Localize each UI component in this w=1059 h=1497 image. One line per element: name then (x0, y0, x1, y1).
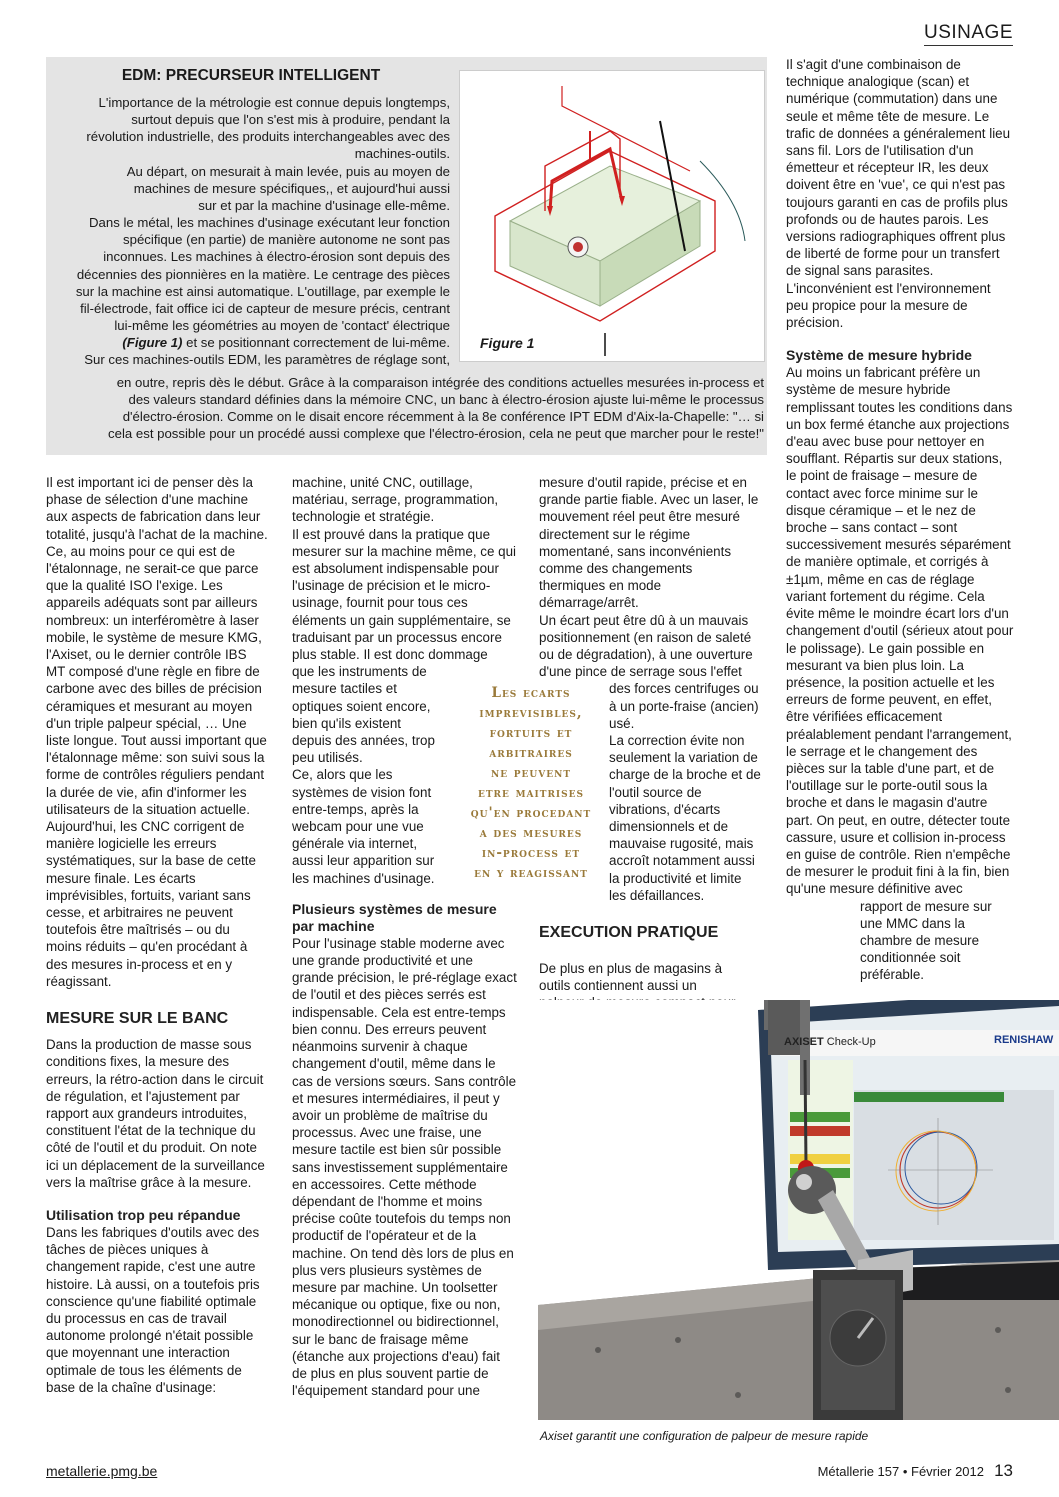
box-title: EDM: PRECURSEUR INTELLIGENT (121, 67, 381, 84)
paragraph: Pour l'usinage stable moderne avec une grande productivité et une grande précision, le pré-réglage exact de l'outil et des pièces serrés est indispensable. Cela est entre-temps bien connu. Des erreurs peuvent néanmoins survenir à chaque changement d'outil, même dans le cas de versions sœurs. Sans contrôle et mesures intermédiaires, il peut y avoir un problème de maîtrise du processus. Avec une fraise, une mesure tactile est bien sûr possible sans investissement supplémentaire en accessoires. Cette méthode dépendant de l'homme et moins précise coûte toutefois du temps non productif de l'opérateur et de la machine. On tend dès lors de plus en plus vers plusieurs systèmes de mesure par machine. Un toolsetter mécanique ou optique, fixe ou non, monodirectionnel ou bidirectionnel, sur le banc de fraisage même (étanche aux projections d'eau) fait de plus en plus souvent partie de l'équipement standard pour une (292, 935, 517, 1399)
screen-brand-text: AXISET (784, 1036, 824, 1048)
photo-graphic (538, 1000, 1059, 1420)
photo-caption: Axiset garantit une configuration de palpeur de mesure rapide (540, 1429, 869, 1443)
pull-quote-line: in-process et (481, 845, 581, 861)
screen-brand (784, 1036, 876, 1048)
pull-quote-line: etre maitrises (478, 785, 584, 801)
screen-title: Check-Up (826, 1036, 876, 1048)
box-line: fil-électrode, fait office ici de capteur de mesure précis, centrant (80, 300, 450, 316)
screen-logo: RENISHAW (994, 1034, 1054, 1046)
box-text-full (52, 374, 764, 443)
box-line: inconnues. Les machines à électro-érosion sont depuis des (103, 249, 450, 265)
paragraph: De plus en plus de magasins à outils contiennent aussi un (539, 961, 723, 994)
pull-quote-line: ne peuvent (490, 765, 572, 781)
pull-quote-line: arbitraires (489, 745, 573, 761)
photo (538, 1000, 1059, 1420)
sub-heading: Plusieurs systèmes de mesure par machine (292, 900, 497, 934)
box-line: Dans le métal, les machines d'usinage exécutant leur fonction (89, 215, 450, 231)
pull-quote-line: en y reagissant (474, 865, 588, 881)
box-line-figref (56, 334, 450, 351)
box-line: révolution industrielle, des produits interchangeables avec des (86, 129, 450, 145)
box-line: machines de mesure spécifiques,, et aujourd'hui aussi (133, 180, 450, 196)
pull-quote-line: imprevisibles, (479, 705, 583, 721)
box-line: et se positionnant correctement de lui-même. (182, 335, 450, 351)
paragraph: Au moins un fabricant préfère un système de mesure hybride remplissant toutes les conditions dans un box fermé étanche aux projections d'eau avec buse pour nettoyer en soufflant. Répartis sur deux stations, le point de fraisage – mesure de contact avec force minime sur le disque céramique – et le nez de broche – sans contact – sont successivement mesurés séparément de manière optimale, et corrigés à ±1µm, même en cas de réglage variant fortement du régime. Cela évite même le moindre écart lors d'un changement d'outil (sérieux atout pour le polissage). Le gain possible en mesurant va bien plus loin. La présence, la position actuelle et les erreurs de forme peuvent, en effet, être vérifiées efficacement préalablement pendant l'arrangement, le serrage et le changement des pièces sur la table d'une part, et de l'outillage sur le porte-outil sous la broche et dans le magasin d'autre part. On peut, en outre, détecter toute cassure, usure et collision in-process en guise de contrôle. Rien n'empêche de mesurer le produit fini à la fin, bien qu'une mesure définitive avec (786, 365, 1014, 897)
box-line: cela est possible pour un procédé aussi complexe que l'électro-érosion, cela ne peut que marcher pour le reste!" (108, 426, 764, 442)
paragraph: que les instruments de mesure tactiles et optiques soient encore, bien qu'ils existent depuis des années, trop peu utilisés. (292, 664, 435, 766)
edm-diagram (460, 71, 764, 361)
paragraph: Un écart peut être dû à un mauvais positionnement (en raison de saleté ou de dégradation), à une ouverture d'une pince de serrage sous l'effet (539, 612, 753, 680)
paragraph: rapport de mesure sur une MMC dans la chambre de mesure conditionnée soit préférable. (860, 898, 992, 983)
box-line: Sur ces machines-outils EDM, les paramètres de réglage sont, (84, 352, 450, 368)
figure-1 (459, 70, 765, 362)
footer-url[interactable]: metallerie.pmg.be (46, 1463, 158, 1479)
paragraph: Il est prouvé dans la pratique que mesurer sur la machine même, ce qui est absolument indispensable pour l'usinage de précision et le micro-usinage, fournit pour tous ces éléments un gain supplémentaire, se traduisant par un processus encore plus stable. Il est donc dommage (292, 526, 517, 663)
paragraph: machine, unité CNC, outillage, matériau, serrage, programmation, technologie et stratégie. (292, 475, 499, 525)
box-line: surtout depuis que l'on s'est mis à produire, pendant la (131, 112, 450, 128)
box-line: sur et par la machine d'usinage elle-même. (198, 197, 450, 213)
figure-caption: Figure 1 (480, 335, 535, 351)
section-tag: USINAGE (924, 22, 1013, 46)
footer-issue: Métallerie 157 • Février 2012 (817, 1464, 984, 1479)
column-4 (786, 56, 1016, 984)
sub-heading: Utilisation trop peu répandue (46, 1206, 241, 1223)
column-3 (539, 474, 761, 904)
pull-quote-line: fortuits et (489, 725, 573, 741)
paragraph: Dans la production de masse sous conditions fixes, la mesure des erreurs, la rétro-action dans le circuit de régulation, et l'ajustement par rapport aux grandeurs introduites, constituent l'état de la technique du côté de l'outil et du produit. On note ici un déplacement de la surveillance vers la maîtrise grâce à la mesure. (46, 1037, 265, 1190)
paragraph: Ce, alors que les systèmes de vision font entre-temps, après la webcam pour une vue générale via internet, aussi leur apparition sur les machines d'usinage. (292, 767, 435, 886)
figure-reference: (Figure 1) (122, 335, 183, 351)
paragraph: mesure d'outil rapide, précise et en grande partie fiable. Avec un laser, le mouvement réel peut être mesuré directement sur le régime momentané, sans inconvénients comme des changements thermiques en mode démarrage/arrêt. (539, 475, 759, 611)
paragraph: Il est important ici de penser dès la phase de sélection d'une machine aux aspects de fabrication dans leur totalité, jusqu'à l'achat de la machine. Ce, au moins pour ce qui est de l'étalonnage, ne serait-ce que parce que la qualité ISO l'exige. Les appareils adéquats sont par ailleurs nombreux: un interféromètre à laser mobile, le système de mesure KMG, l'Axiset, ou le dernier contrôle IBS MT composé d'une règle en fibre de carbone avec des billes de précision céramiques et mesurant au moyen d'un triple palpeur spécial, … Une liste longue. Tout aussi important que l'étalonnage même: son suivi sous la forme de contrôles réguliers pendant la durée de vie, afin d'informer les utilisateurs de la situation actuelle. Aujourd'hui, les CNC corrigent de manière logicielle les erreurs systématiques, sur la base de cette mesure finale. Les écarts imprévisibles, fortuits, variant sans cesse, et arbitraires ne peuvent toutefois être maîtrisés – ou du moins réduits – qu'en procédant à des mesures in-process et en y réagissant. (46, 475, 268, 989)
box-line: spécifique (en partie) de manière autonome ne sont pas (123, 232, 450, 248)
paragraph: Dans les fabriques d'outils avec des tâches de pièces uniques à changement rapide, c'est une autre histoire. Là aussi, on a toutefois pris conscience qu'une fiabilité optimale du processus en cas de travail autonome prolongé n'était possible que moyennant une interaction optimale de tous les éléments de base de la chaîne d'usinage: (46, 1224, 260, 1395)
paragraph: Il s'agit d'une combinaison de technique analogique (scan) et numérique (commutation) dans une seule et même tête de mesure. Le trafic de données a généralement lieu sans fil. Lors de l'utilisation d'un émetteur et récepteur IR, les deux doivent être en 'vue', ce qui n'est pas toujours garanti en cas de profils plus profonds ou de hautes parois. Les versions radiographiques offrent plus de liberté de forme pour un transfert de signal sans parasites. L'inconvénient est l'environnement peu propice pour la mesure de précision. (786, 57, 1011, 331)
box-line: L'importance de la métrologie est connue depuis longtemps, (98, 95, 450, 110)
section-heading: MESURE SUR LE BANC (46, 1010, 229, 1028)
box-line: lui-même les géométries au moyen de 'contact' électrique (114, 318, 450, 334)
column-1 (46, 474, 268, 1396)
paragraph: des forces centrifuges ou à un porte-fraise (ancien) usé. (609, 681, 759, 731)
box-line: d'électro-érosion. Comme on le disait encore récemment à la 8e conférence IPT EDM d'Aix-la-Chapelle: "… si (122, 409, 764, 425)
box-line: décennies des pionnières en la matière. Le centrage des pièces (76, 266, 450, 282)
box-line: sur la machine est ainsi automatique. L'outillage, par exemple le (75, 283, 450, 299)
box-text-right (56, 94, 450, 369)
pull-quote-line: qu'en procedant (470, 805, 592, 821)
paragraph: La correction évite non seulement la variation de charge de la broche et de l'outil source de vibrations, d'écarts dimensionnels et de mauvaise rugosité, mais accroît notamment aussi la productivité et limite les défaillances. (609, 733, 761, 903)
page-number: 13 (994, 1461, 1013, 1480)
box-line: machines-outils. (354, 146, 450, 162)
sub-heading: Système de mesure hybride (786, 347, 972, 364)
box-line: en outre, repris dès le début. Grâce à la comparaison intégrée des conditions actuelles mesurées in-process et (116, 375, 764, 390)
section-heading: EXECUTION PRATIQUE (539, 924, 719, 941)
box-line: Au départ, on mesurait à main levée, puis au moyen de (126, 163, 450, 179)
pull-quote-line: Les ecarts (491, 685, 571, 701)
column-2 (292, 474, 518, 1399)
box-line: des valeurs standard définies dans la mémoire CNC, un banc à électro-érosion ajuste lui-même le processus (128, 392, 764, 408)
pull-quote-line: a des mesures (479, 825, 583, 841)
